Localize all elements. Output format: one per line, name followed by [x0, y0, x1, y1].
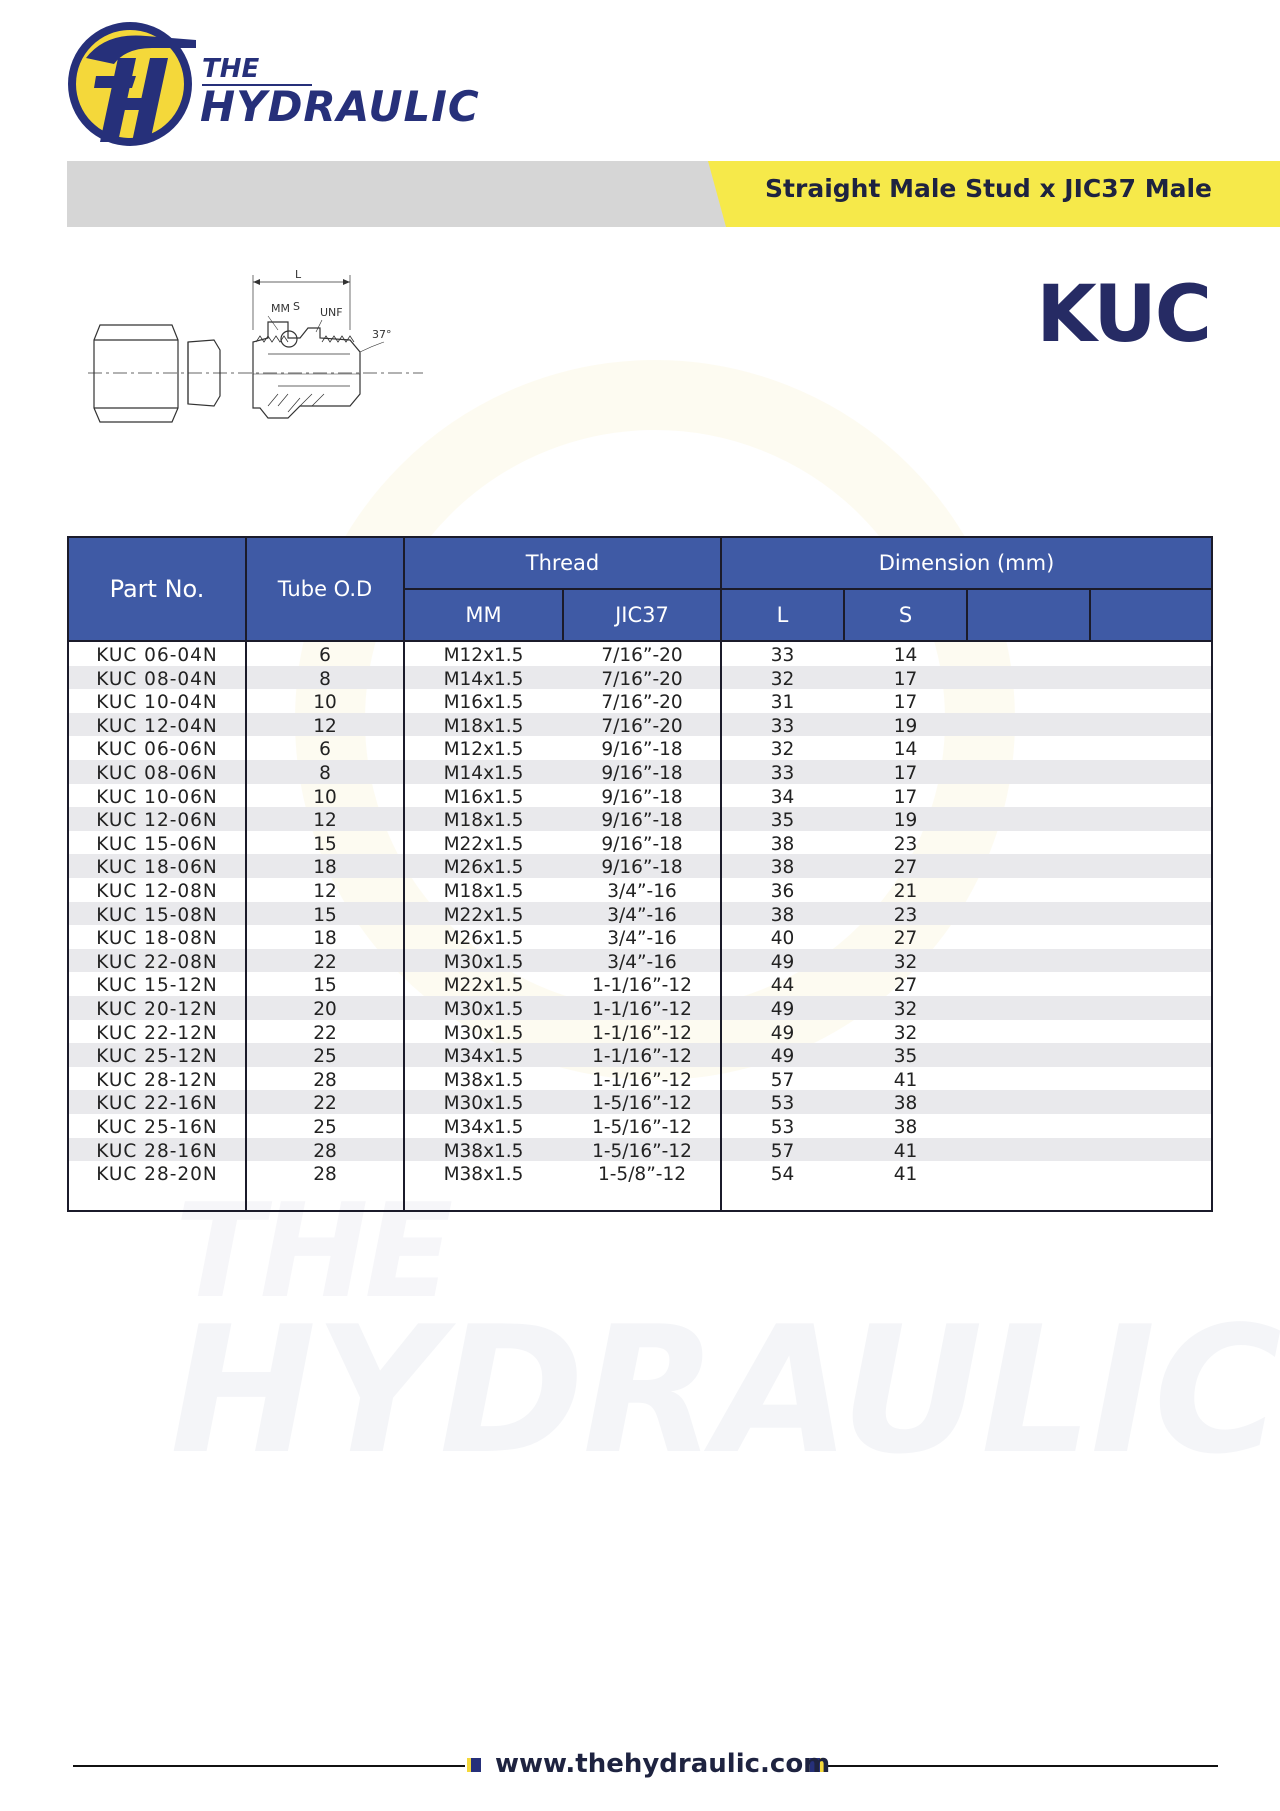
col-divider [1089, 588, 1091, 642]
cell-s: 41 [893, 1164, 918, 1186]
cell-part-no: KUC 18-06N [96, 857, 218, 879]
cell-mm: M26x1.5 [443, 928, 524, 950]
cell-jic37: 1-1/16”-12 [592, 1069, 692, 1091]
header-empty-2 [1091, 590, 1211, 640]
cell-part-no: KUC 22-16N [96, 1093, 218, 1115]
cell-tube-od: 10 [313, 692, 337, 714]
cell-part-no: KUC 06-04N [96, 645, 218, 666]
table-row [69, 1020, 1211, 1044]
cell-l: 53 [770, 1093, 795, 1115]
cell-s: 32 [893, 1022, 918, 1044]
cell-mm: M34x1.5 [443, 1117, 524, 1138]
header-s: S [845, 590, 966, 640]
product-code: KUC [1036, 270, 1210, 360]
cell-mm: M38x1.5 [443, 1140, 524, 1162]
cell-l: 34 [770, 786, 795, 808]
cell-jic37: 1-1/16”-12 [592, 1046, 692, 1068]
cell-part-no: KUC 15-06N [96, 833, 218, 855]
cell-mm: M18x1.5 [443, 810, 524, 832]
table-row [69, 902, 1211, 926]
footer-website-link[interactable]: www.thehydraulic.com [495, 1749, 831, 1779]
logo-hydraulic-text: HYDRAULIC [200, 82, 480, 131]
svg-text:L: L [295, 270, 302, 281]
cell-jic37: 1-1/16”-12 [592, 975, 692, 997]
header-thread: Thread [405, 538, 720, 588]
cell-l: 33 [770, 715, 795, 737]
cell-l: 49 [770, 999, 795, 1020]
cell-l: 53 [770, 1117, 795, 1138]
cell-l: 31 [770, 692, 795, 714]
table-row [69, 784, 1211, 808]
cell-jic37: 9/16”-18 [601, 857, 683, 879]
cell-s: 27 [893, 928, 918, 950]
cell-jic37: 3/4”-16 [607, 928, 677, 950]
col-divider [966, 588, 968, 642]
cell-s: 41 [893, 1140, 918, 1162]
cell-tube-od: 20 [313, 999, 337, 1020]
header-mm: MM [405, 590, 562, 640]
table-row [69, 736, 1211, 760]
cell-s: 17 [893, 668, 918, 690]
cell-mm: M26x1.5 [443, 857, 524, 879]
cell-l: 57 [770, 1140, 795, 1162]
svg-text:UNF: UNF [320, 306, 343, 319]
footer-square-icon [467, 1758, 481, 1772]
cell-part-no: KUC 18-08N [96, 928, 218, 950]
cell-tube-od: 10 [313, 786, 337, 808]
cell-s: 17 [893, 692, 918, 714]
cell-tube-od: 22 [313, 1093, 337, 1115]
cell-s: 38 [893, 1117, 918, 1138]
cell-jic37: 1-1/16”-12 [592, 999, 692, 1020]
cell-mm: M16x1.5 [443, 692, 524, 714]
cell-part-no: KUC 22-08N [96, 951, 218, 973]
footer-rule-right [826, 1765, 1218, 1767]
cell-jic37: 9/16”-18 [601, 763, 683, 784]
cell-l: 44 [770, 975, 795, 997]
cell-l: 33 [770, 645, 795, 666]
header-l: L [722, 590, 843, 640]
cell-mm: M18x1.5 [443, 715, 524, 737]
banner-gray-band [67, 161, 727, 227]
cell-tube-od: 25 [313, 1117, 337, 1138]
cell-part-no: KUC 15-08N [96, 904, 218, 926]
cell-tube-od: 15 [313, 975, 337, 997]
cell-part-no: KUC 15-12N [96, 975, 218, 997]
logo-the-text: THE [202, 54, 260, 84]
cell-l: 54 [770, 1164, 795, 1186]
header-dimension: Dimension (mm) [722, 538, 1211, 588]
cell-s: 23 [893, 833, 918, 855]
cell-part-no: KUC 08-06N [96, 763, 218, 784]
col-divider [245, 538, 247, 1210]
cell-tube-od: 28 [313, 1140, 337, 1162]
cell-mm: M38x1.5 [443, 1164, 524, 1186]
watermark-hydraulic: HYDRAULIC [170, 1290, 1280, 1493]
footer-rule-left [73, 1765, 465, 1767]
cell-part-no: KUC 28-12N [96, 1069, 218, 1091]
cell-jic37: 9/16”-18 [601, 833, 683, 855]
cell-l: 57 [770, 1069, 795, 1091]
cell-mm: M34x1.5 [443, 1046, 524, 1068]
cell-tube-od: 12 [313, 715, 337, 737]
cell-s: 21 [893, 881, 918, 902]
cell-tube-od: 28 [313, 1164, 337, 1186]
svg-text:MM: MM [271, 302, 290, 315]
cell-tube-od: 15 [313, 904, 337, 926]
cell-part-no: KUC 12-06N [96, 810, 218, 832]
cell-l: 33 [770, 763, 795, 784]
cell-jic37: 1-5/8”-12 [597, 1164, 687, 1186]
cell-jic37: 3/4”-16 [607, 951, 677, 973]
header-jic37: JIC37 [564, 590, 720, 640]
cell-part-no: KUC 08-04N [96, 668, 218, 690]
svg-text:37°: 37° [372, 328, 392, 341]
table-row [69, 1067, 1211, 1091]
cell-mm: M22x1.5 [443, 904, 524, 926]
cell-s: 17 [893, 786, 918, 808]
cell-l: 35 [770, 810, 795, 832]
table-row [69, 642, 1211, 666]
cell-part-no: KUC 25-16N [96, 1117, 218, 1138]
cell-s: 38 [893, 1093, 918, 1115]
cell-jic37: 9/16”-18 [601, 810, 683, 832]
cell-mm: M30x1.5 [443, 951, 524, 973]
col-divider [562, 588, 564, 642]
cell-mm: M22x1.5 [443, 833, 524, 855]
cell-mm: M14x1.5 [443, 763, 524, 784]
cell-part-no: KUC 10-06N [96, 786, 218, 808]
cell-jic37: 7/16”-20 [601, 715, 683, 737]
cell-tube-od: 22 [313, 1022, 337, 1044]
cell-part-no: KUC 12-04N [96, 715, 218, 737]
cell-s: 19 [893, 715, 918, 737]
cell-part-no: KUC 28-20N [96, 1164, 218, 1186]
cell-l: 32 [770, 668, 795, 690]
cell-part-no: KUC 12-08N [96, 881, 218, 902]
cell-part-no: KUC 25-12N [96, 1046, 218, 1068]
table-row [69, 1161, 1211, 1185]
cell-l: 38 [770, 833, 795, 855]
cell-tube-od: 25 [313, 1046, 337, 1068]
cell-s: 17 [893, 763, 918, 784]
cell-mm: M30x1.5 [443, 999, 524, 1020]
cell-tube-od: 6 [319, 645, 331, 666]
col-divider [843, 588, 845, 642]
cell-mm: M12x1.5 [443, 645, 524, 666]
cell-jic37: 3/4”-16 [607, 904, 677, 926]
cell-s: 41 [893, 1069, 918, 1091]
cell-jic37: 3/4”-16 [607, 881, 677, 902]
cell-jic37: 7/16”-20 [601, 692, 683, 714]
cell-jic37: 9/16”-18 [601, 739, 683, 761]
cell-s: 32 [893, 999, 918, 1020]
cell-part-no: KUC 06-06N [96, 739, 218, 761]
cell-s: 23 [893, 904, 918, 926]
header-empty-1 [968, 590, 1089, 640]
col-divider [403, 538, 405, 1210]
cell-tube-od: 8 [319, 668, 331, 690]
col-divider [720, 538, 722, 1210]
cell-jic37: 1-5/16”-12 [592, 1117, 692, 1138]
table-row [69, 689, 1211, 713]
cell-jic37: 1-5/16”-12 [592, 1093, 692, 1115]
table-row [69, 1043, 1211, 1067]
cell-tube-od: 8 [319, 763, 331, 784]
table-row [69, 878, 1211, 902]
cell-mm: M38x1.5 [443, 1069, 524, 1091]
cell-mm: M12x1.5 [443, 739, 524, 761]
cell-s: 27 [893, 857, 918, 879]
table-row [69, 925, 1211, 949]
cell-l: 40 [770, 928, 795, 950]
cell-l: 49 [770, 1022, 795, 1044]
logo-emblem-icon [66, 18, 206, 153]
cell-s: 14 [893, 739, 918, 761]
cell-l: 32 [770, 739, 795, 761]
table-row [69, 972, 1211, 996]
table-row [69, 831, 1211, 855]
cell-tube-od: 15 [313, 833, 337, 855]
brand-logo [66, 18, 480, 153]
cell-l: 36 [770, 881, 795, 902]
cell-l: 49 [770, 1046, 795, 1068]
cell-tube-od: 6 [319, 739, 331, 761]
svg-text:S: S [293, 300, 300, 313]
cell-jic37: 1-1/16”-12 [592, 1022, 692, 1044]
cell-jic37: 7/16”-20 [601, 645, 683, 666]
cell-tube-od: 28 [313, 1069, 337, 1091]
cell-part-no: KUC 10-04N [96, 692, 218, 714]
cell-mm: M14x1.5 [443, 668, 524, 690]
cell-part-no: KUC 20-12N [96, 999, 218, 1020]
cell-jic37: 9/16”-18 [601, 786, 683, 808]
table-row [69, 1138, 1211, 1162]
specification-table [67, 536, 1213, 1212]
cell-tube-od: 12 [313, 810, 337, 832]
table-row [69, 949, 1211, 973]
cell-mm: M22x1.5 [443, 975, 524, 997]
cell-s: 35 [893, 1046, 918, 1068]
cell-mm: M16x1.5 [443, 786, 524, 808]
cell-tube-od: 18 [313, 928, 337, 950]
cell-tube-od: 18 [313, 857, 337, 879]
cell-jic37: 1-5/16”-12 [592, 1140, 692, 1162]
table-row [69, 807, 1211, 831]
cell-s: 32 [893, 951, 918, 973]
cell-mm: M30x1.5 [443, 1093, 524, 1115]
fitting-technical-drawing [88, 270, 448, 440]
banner-title: Straight Male Stud x JIC37 Male [765, 174, 1212, 203]
cell-tube-od: 22 [313, 951, 337, 973]
cell-s: 19 [893, 810, 918, 832]
table-row [69, 996, 1211, 1020]
cell-mm: M30x1.5 [443, 1022, 524, 1044]
table-row [69, 854, 1211, 878]
table-row [69, 713, 1211, 737]
header-bottom-border [69, 640, 1211, 642]
cell-s: 14 [893, 645, 918, 666]
cell-mm: M18x1.5 [443, 881, 524, 902]
cell-s: 27 [893, 975, 918, 997]
table-row [69, 760, 1211, 784]
cell-l: 38 [770, 857, 795, 879]
cell-part-no: KUC 22-12N [96, 1022, 218, 1044]
table-row [69, 1114, 1211, 1138]
cell-part-no: KUC 28-16N [96, 1140, 218, 1162]
cell-tube-od: 12 [313, 881, 337, 902]
table-row [69, 666, 1211, 690]
table-row [69, 1090, 1211, 1114]
header-part-no: Part No. [69, 538, 245, 640]
cell-jic37: 7/16”-20 [601, 668, 683, 690]
cell-l: 49 [770, 951, 795, 973]
header-tube-od: Tube O.D [247, 538, 403, 640]
cell-l: 38 [770, 904, 795, 926]
